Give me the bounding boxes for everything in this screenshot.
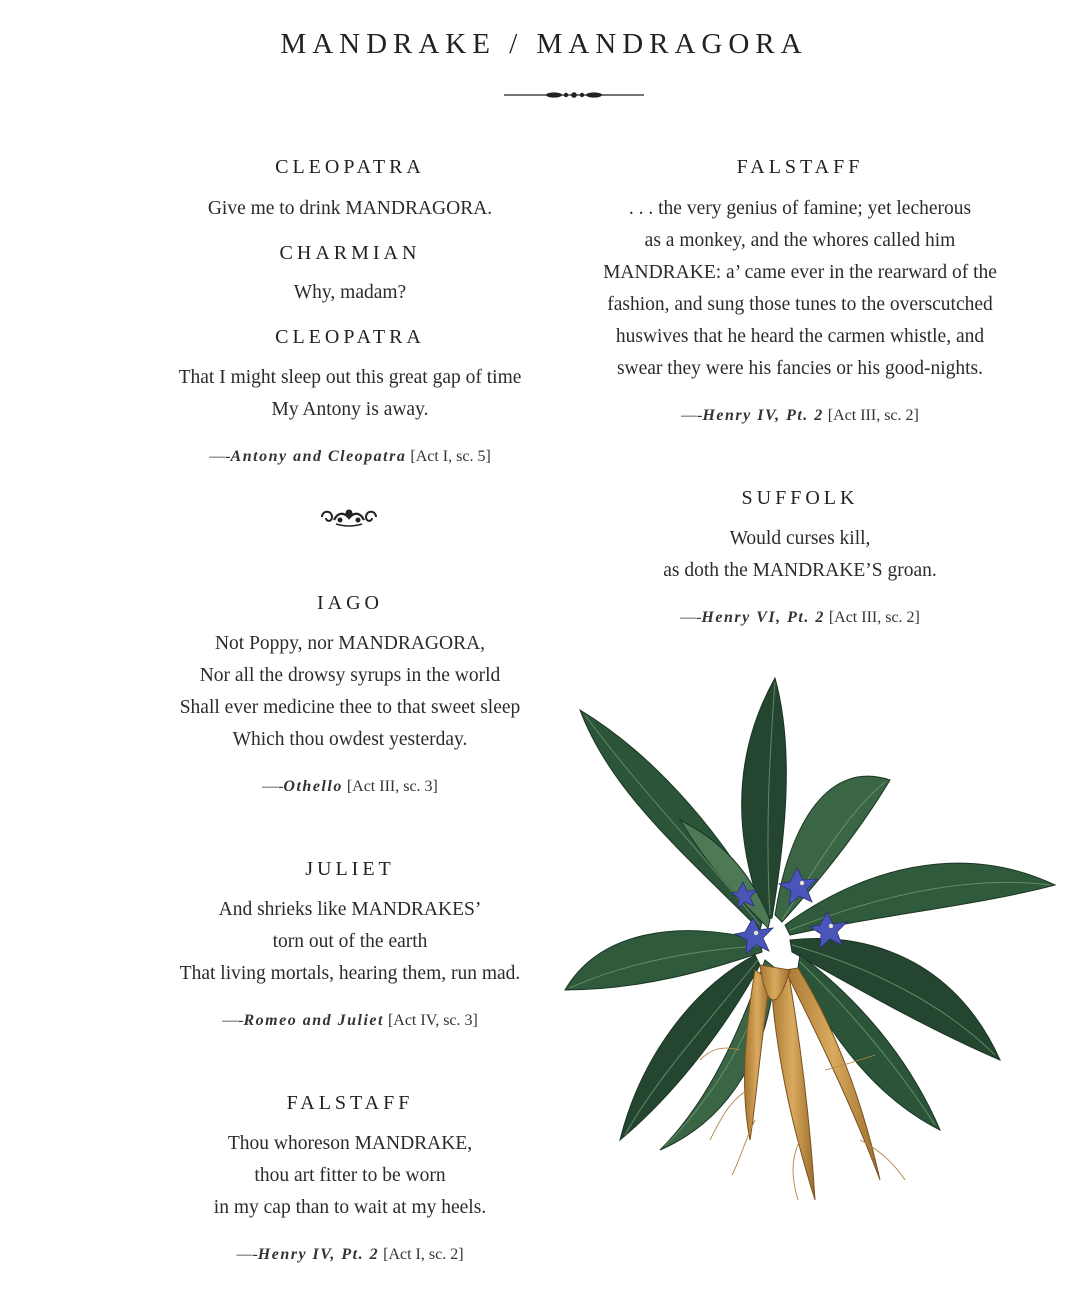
speaker-cleopatra: CLEOPATRA (275, 156, 425, 178)
speaker-iago: IAGO (317, 592, 383, 614)
quote-line: in my cap than to wait at my heels. (213, 1197, 487, 1218)
quote-line: Not Poppy, nor MANDRAGORA, (214, 633, 486, 654)
speaker-falstaff: FALSTAFF (736, 156, 864, 178)
citation: —-Othello [Act III, sc. 3] (262, 778, 438, 795)
quote-line: MANDRAKE: a’ came ever in the rearward of the (603, 262, 997, 283)
quote-line: fashion, and sung those tunes to the overscutched (607, 294, 993, 315)
speaker-suffolk: SUFFOLK (741, 487, 859, 509)
mandrake-illustration (560, 670, 1060, 1240)
quote-line: as doth the MANDRAKE’S groan. (663, 560, 937, 581)
quote-line: torn out of the earth (272, 931, 428, 952)
quote-line: And shrieks like MANDRAKES’ (218, 899, 482, 920)
quote-line: Shall ever medicine thee to that sweet sleep (179, 697, 521, 718)
citation: —-Henry IV, Pt. 2 [Act III, sc. 2] (681, 407, 919, 424)
quote-line: Why, madam? (293, 282, 407, 303)
quote-line: as a monkey, and the whores called him (644, 230, 956, 251)
quote-line: swear they were his fancies or his good-nights. (616, 358, 984, 379)
quote-line: Which thou owdest yesterday. (232, 729, 468, 750)
flourish-ornament-icon (318, 506, 380, 528)
speaker-falstaff: FALSTAFF (286, 1092, 414, 1114)
quote-line: huswives that he heard the carmen whistle, and (615, 326, 985, 347)
quote-line: thou art fitter to be worn (254, 1165, 446, 1186)
quote-line: My Antony is away. (271, 399, 429, 420)
quote-line: That living mortals, hearing them, run mad. (179, 963, 521, 984)
citation: —-Henry IV, Pt. 2 [Act I, sc. 2] (236, 1246, 464, 1263)
quote-line: . . . the very genius of famine; yet lecherous (628, 198, 972, 219)
quote-line: Thou whoreson MANDRAKE, (227, 1133, 473, 1154)
root-icon (745, 965, 880, 1200)
page-title: MANDRAKE / MANDRAGORA (280, 28, 808, 60)
quote-line: That I might sleep out this great gap of time (178, 367, 522, 388)
speaker-cleopatra: CLEOPATRA (275, 326, 425, 348)
citation: —-Antony and Cleopatra [Act I, sc. 5] (209, 448, 491, 465)
quote-line: Give me to drink MANDRAGORA. (207, 198, 493, 219)
leaf-group (565, 678, 1055, 1150)
speaker-juliet: JULIET (305, 858, 395, 880)
quote-line: Nor all the drowsy syrups in the world (199, 665, 501, 686)
divider-rule (504, 88, 644, 102)
citation: —-Henry VI, Pt. 2 [Act III, sc. 2] (680, 609, 920, 626)
speaker-charmian: CHARMIAN (279, 242, 421, 264)
quote-line: Would curses kill, (729, 528, 871, 549)
citation: —-Romeo and Juliet [Act IV, sc. 3] (222, 1012, 478, 1029)
